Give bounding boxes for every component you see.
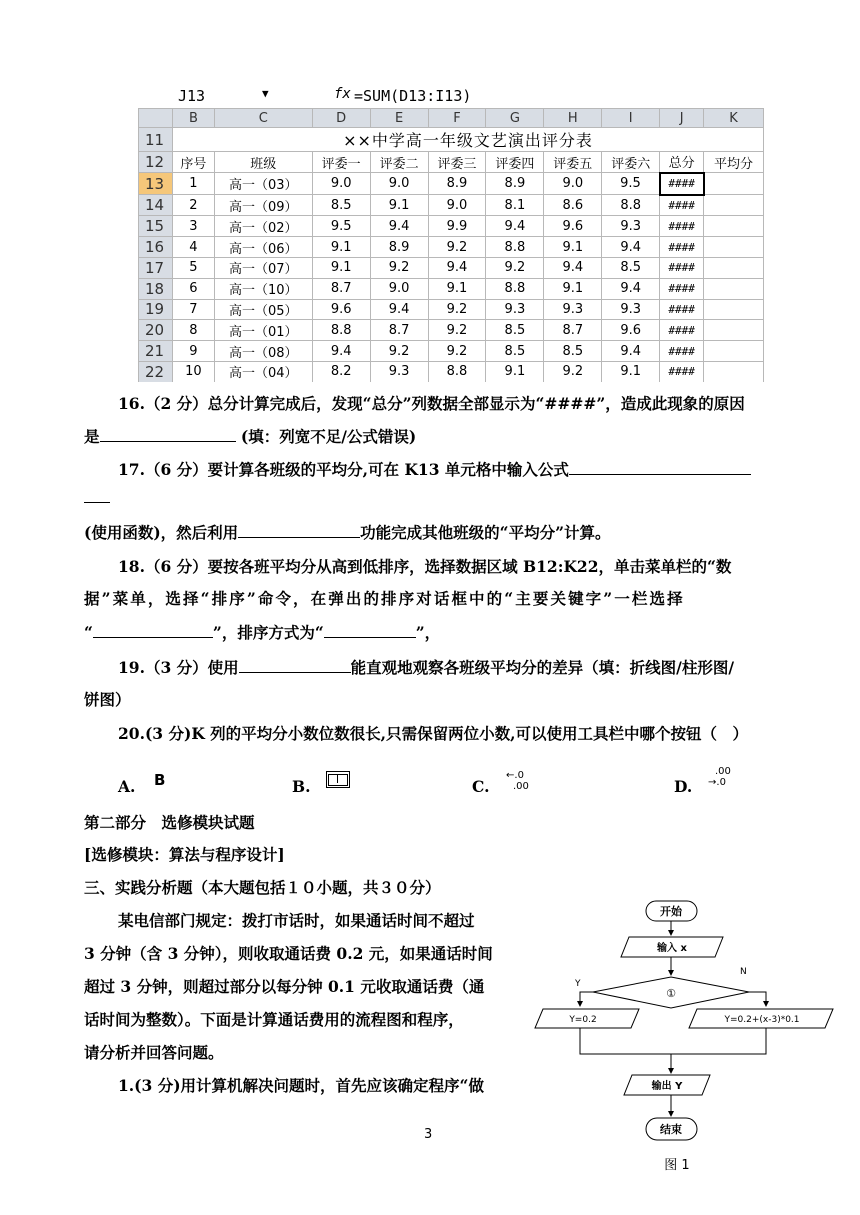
intro-line-1: 某电信部门规定：拨打市话时，如果通话时间不超过 bbox=[118, 911, 475, 930]
data-cell[interactable]: 8.1 bbox=[486, 195, 544, 216]
q18-line3 bbox=[84, 621, 440, 644]
data-cell[interactable]: 4 bbox=[172, 237, 214, 258]
table-row bbox=[139, 237, 764, 258]
row-header[interactable]: 15 bbox=[139, 216, 173, 237]
data-cell[interactable]: 高一（07） bbox=[214, 257, 312, 278]
column-header-e[interactable]: E bbox=[370, 109, 428, 128]
table-row bbox=[139, 299, 764, 320]
data-cell[interactable]: 8.6 bbox=[544, 195, 602, 216]
option-a-label: A. bbox=[118, 777, 136, 796]
row-header[interactable]: 20 bbox=[139, 320, 173, 341]
data-cell[interactable]: 9.4 bbox=[428, 257, 486, 278]
process-right-label: Y=0.2+(x-3)*0.1 bbox=[724, 1015, 800, 1025]
q17-line2 bbox=[84, 521, 611, 544]
column-header-k[interactable]: K bbox=[704, 109, 764, 128]
data-cell[interactable] bbox=[704, 173, 764, 195]
decision-node bbox=[593, 977, 749, 1008]
table-row bbox=[139, 257, 764, 278]
formula-text[interactable]: =SUM(D13:I13) bbox=[354, 87, 472, 105]
q17-function-blank[interactable] bbox=[238, 521, 360, 538]
q16-line2 bbox=[84, 425, 416, 448]
data-cell[interactable]: 9.3 bbox=[486, 299, 544, 320]
data-cell[interactable]: 7 bbox=[172, 299, 214, 320]
header-cell[interactable]: 评委二 bbox=[370, 152, 428, 173]
header-cell[interactable]: 班级 bbox=[214, 152, 312, 173]
data-cell[interactable]: 1 bbox=[172, 173, 214, 195]
increase-decimal-icon[interactable]: ←.0 .00 bbox=[506, 770, 529, 792]
data-cell[interactable]: 9.6 bbox=[602, 320, 660, 341]
data-cell[interactable]: 9.3 bbox=[602, 299, 660, 320]
name-box[interactable]: J13 bbox=[178, 87, 206, 105]
option-d-label: D. bbox=[674, 777, 693, 796]
data-cell[interactable] bbox=[704, 278, 764, 299]
data-cell[interactable]: 9 bbox=[172, 341, 214, 362]
total-cell[interactable]: #### bbox=[660, 278, 704, 299]
data-cell[interactable]: 9.5 bbox=[312, 216, 370, 237]
data-cell[interactable]: 9.2 bbox=[370, 341, 428, 362]
column-header-f[interactable]: F bbox=[428, 109, 486, 128]
data-cell[interactable]: 8.7 bbox=[370, 320, 428, 341]
data-cell[interactable]: 8.2 bbox=[312, 361, 370, 382]
column-header-row bbox=[139, 109, 764, 128]
decrease-decimal-icon[interactable]: .00 →.0 bbox=[708, 766, 731, 788]
q18-middle-text: ”，排序方式为“ bbox=[212, 623, 324, 642]
data-cell[interactable]: 9.2 bbox=[428, 341, 486, 362]
data-cell[interactable] bbox=[704, 361, 764, 382]
q18-keyword-blank[interactable] bbox=[93, 621, 213, 638]
intro-line-5: 请分析并回答问题。 bbox=[84, 1043, 224, 1062]
process-left-label: Y=0.2 bbox=[569, 1015, 597, 1025]
data-cell[interactable] bbox=[704, 299, 764, 320]
data-cell[interactable]: 2 bbox=[172, 195, 214, 216]
data-cell[interactable]: 3 bbox=[172, 216, 214, 237]
data-cell[interactable]: 9.1 bbox=[370, 195, 428, 216]
data-cell[interactable]: 9.0 bbox=[312, 173, 370, 195]
option-b-label: B. bbox=[292, 777, 311, 796]
data-cell[interactable]: 9.1 bbox=[602, 361, 660, 382]
data-cell[interactable]: 9.2 bbox=[428, 237, 486, 258]
table-row bbox=[139, 173, 764, 195]
data-cell[interactable]: 8.7 bbox=[544, 320, 602, 341]
part2-heading: 第二部分 选修模块试题 bbox=[84, 813, 255, 832]
output-label: 输出 Y bbox=[651, 1081, 683, 1092]
data-cell[interactable]: 9.4 bbox=[602, 278, 660, 299]
q16-hint: (填：列宽不足/公式错误) bbox=[235, 427, 417, 446]
total-cell[interactable]: #### bbox=[660, 216, 704, 237]
data-cell[interactable]: 9.5 bbox=[602, 173, 660, 195]
q16-answer-blank[interactable] bbox=[100, 425, 236, 442]
data-cell[interactable]: 9.1 bbox=[544, 237, 602, 258]
q19-prefix: 19.（3 分）使用 bbox=[118, 658, 239, 677]
q18-line1: 18.（6 分）要按各班平均分从高到低排序，选择数据区域 B12:K22，单击菜单栏的“数 bbox=[118, 557, 732, 576]
data-cell[interactable]: 高一（05） bbox=[214, 299, 312, 320]
arrow-no-branch bbox=[749, 992, 766, 1006]
data-cell[interactable]: 8.8 bbox=[312, 320, 370, 341]
q17-blank-continued bbox=[84, 502, 110, 503]
data-cell[interactable]: 9.0 bbox=[428, 195, 486, 216]
page-number: 3 bbox=[424, 1127, 433, 1142]
table-row bbox=[139, 361, 764, 382]
data-cell[interactable]: 9.2 bbox=[428, 299, 486, 320]
data-cell[interactable]: 高一（04） bbox=[214, 361, 312, 382]
data-cell[interactable]: 高一（08） bbox=[214, 341, 312, 362]
data-cell[interactable]: 8.5 bbox=[602, 257, 660, 278]
q17-prefix: (使用函数)，然后利用 bbox=[84, 523, 239, 542]
data-cell[interactable]: 9.4 bbox=[602, 237, 660, 258]
decision-label: ① bbox=[666, 987, 676, 1000]
data-cell[interactable]: 9.6 bbox=[312, 299, 370, 320]
data-cell[interactable]: 9.0 bbox=[370, 278, 428, 299]
q17-suffix: 功能完成其他班级的“平均分”计算。 bbox=[360, 523, 611, 542]
table-row bbox=[139, 341, 764, 362]
data-cell[interactable]: 高一（10） bbox=[214, 278, 312, 299]
data-cell[interactable]: 8.8 bbox=[428, 361, 486, 382]
table-row bbox=[139, 216, 764, 237]
data-cell[interactable]: 9.1 bbox=[544, 278, 602, 299]
data-cell[interactable]: 高一（01） bbox=[214, 320, 312, 341]
total-cell[interactable]: #### bbox=[660, 237, 704, 258]
q19-line1 bbox=[118, 656, 734, 679]
header-cell[interactable]: 平均分 bbox=[704, 152, 764, 173]
decrease-decimal-bottom: .0 bbox=[716, 777, 726, 788]
chevron-down-icon[interactable]: ▼ bbox=[262, 87, 269, 100]
data-cell[interactable]: 9.1 bbox=[312, 237, 370, 258]
spreadsheet-screenshot bbox=[138, 86, 764, 382]
data-cell[interactable]: 9.2 bbox=[428, 320, 486, 341]
data-cell[interactable]: 5 bbox=[172, 257, 214, 278]
input-node bbox=[621, 937, 723, 957]
corner-cell[interactable] bbox=[139, 109, 173, 128]
q19-suffix: 能直观地观察各班级平均分的差异（填：折线图/柱形图/ bbox=[350, 658, 734, 677]
q17-formula-blank[interactable] bbox=[569, 458, 751, 475]
data-cell[interactable]: 9.3 bbox=[544, 299, 602, 320]
column-header-i[interactable]: I bbox=[602, 109, 660, 128]
data-cell[interactable]: 高一（06） bbox=[214, 237, 312, 258]
no-label: N bbox=[740, 967, 747, 977]
process-right bbox=[689, 1009, 833, 1028]
data-cell[interactable]: 9.4 bbox=[370, 299, 428, 320]
data-cell[interactable]: 8.5 bbox=[486, 341, 544, 362]
q18-line2: 据”菜单，选择“排序”命令，在弹出的排序对话框中的“主要关键字”一栏选择 bbox=[84, 589, 685, 608]
row-header[interactable]: 21 bbox=[139, 341, 173, 362]
table-row bbox=[139, 152, 764, 173]
data-cell[interactable]: 8.5 bbox=[312, 195, 370, 216]
intro-line-2: 3 分钟（含 3 分钟），则收取通话费 0.2 元，如果通话时间 bbox=[84, 944, 493, 963]
data-cell[interactable]: 8 bbox=[172, 320, 214, 341]
process-left bbox=[535, 1009, 639, 1028]
total-cell[interactable]: #### bbox=[660, 173, 704, 195]
q16-prefix: 是 bbox=[84, 427, 100, 446]
q16-line1: 16.（2 分）总分计算完成后，发现“总分”列数据全部显示为“####”，造成此现象的原因 bbox=[118, 394, 745, 413]
merge-center-icon[interactable] bbox=[326, 771, 350, 788]
data-cell[interactable] bbox=[704, 195, 764, 216]
formula-bar bbox=[138, 86, 764, 109]
data-cell[interactable] bbox=[704, 216, 764, 237]
q19-line2: 饼图） bbox=[84, 690, 131, 709]
data-cell[interactable]: 10 bbox=[172, 361, 214, 382]
column-header-j[interactable]: J bbox=[660, 109, 704, 128]
header-cell[interactable]: 序号 bbox=[172, 152, 214, 173]
sheet-title-cell[interactable]: ××中学高一年级文艺演出评分表 bbox=[172, 128, 763, 152]
q18-order-blank[interactable] bbox=[324, 621, 416, 638]
q18-quote-open: “ bbox=[84, 623, 93, 642]
cell-grid bbox=[138, 108, 764, 382]
row-header[interactable]: 12 bbox=[139, 152, 173, 173]
data-cell[interactable] bbox=[704, 257, 764, 278]
q19-chart-blank[interactable] bbox=[239, 656, 351, 673]
header-cell[interactable]: 评委五 bbox=[544, 152, 602, 173]
table-row bbox=[139, 128, 764, 152]
data-cell[interactable]: 8.7 bbox=[312, 278, 370, 299]
data-cell[interactable]: 9.4 bbox=[602, 341, 660, 362]
data-cell[interactable]: 9.3 bbox=[602, 216, 660, 237]
data-cell[interactable]: 9.4 bbox=[370, 216, 428, 237]
data-cell[interactable]: 8.8 bbox=[602, 195, 660, 216]
merge-right bbox=[671, 1028, 766, 1054]
option-c-label: C. bbox=[472, 777, 490, 796]
flowchart bbox=[525, 890, 840, 1180]
data-cell[interactable]: 8.8 bbox=[486, 237, 544, 258]
data-cell[interactable]: 9.1 bbox=[428, 278, 486, 299]
column-header-d[interactable]: D bbox=[312, 109, 370, 128]
data-cell[interactable]: 8.9 bbox=[486, 173, 544, 195]
fx-icon[interactable]: fx bbox=[334, 86, 351, 102]
increase-decimal-top: .0 bbox=[514, 770, 524, 781]
data-cell[interactable]: 9.0 bbox=[370, 173, 428, 195]
total-cell[interactable]: #### bbox=[660, 341, 704, 362]
row-header[interactable]: 14 bbox=[139, 195, 173, 216]
figure-caption: 图 1 bbox=[664, 1158, 690, 1173]
arrow-yes-branch bbox=[580, 992, 593, 1006]
data-cell[interactable]: 8.8 bbox=[486, 278, 544, 299]
data-cell[interactable]: 9.6 bbox=[544, 216, 602, 237]
data-cell[interactable]: 8.5 bbox=[544, 341, 602, 362]
data-cell[interactable]: 9.2 bbox=[486, 257, 544, 278]
header-cell[interactable]: 评委一 bbox=[312, 152, 370, 173]
data-cell[interactable]: 9.1 bbox=[486, 361, 544, 382]
table-row bbox=[139, 195, 764, 216]
data-cell[interactable]: 9.4 bbox=[486, 216, 544, 237]
bold-icon[interactable]: B bbox=[154, 771, 166, 789]
data-cell[interactable] bbox=[704, 320, 764, 341]
total-cell[interactable]: #### bbox=[660, 195, 704, 216]
column-header-h[interactable]: H bbox=[544, 109, 602, 128]
row-header[interactable]: 22 bbox=[139, 361, 173, 382]
q18-quote-close: ”， bbox=[415, 623, 441, 642]
end-label: 结束 bbox=[660, 1123, 682, 1136]
q17-text: 17.（6 分）要计算各班级的平均分,可在 K13 单元格中输入公式 bbox=[118, 460, 569, 479]
column-header-b[interactable]: B bbox=[172, 109, 214, 128]
row-header[interactable]: 11 bbox=[139, 128, 173, 152]
table-row bbox=[139, 320, 764, 341]
data-cell[interactable]: 9.1 bbox=[312, 257, 370, 278]
data-cell[interactable]: 高一（03） bbox=[214, 173, 312, 195]
start-label: 开始 bbox=[660, 905, 682, 918]
data-cell[interactable]: 9.3 bbox=[370, 361, 428, 382]
data-cell[interactable]: 9.2 bbox=[370, 257, 428, 278]
decrease-decimal-top: .00 bbox=[715, 766, 731, 777]
header-cell[interactable]: 总分 bbox=[660, 152, 704, 173]
row-header[interactable]: 19 bbox=[139, 299, 173, 320]
total-cell[interactable]: #### bbox=[660, 257, 704, 278]
row-header[interactable]: 16 bbox=[139, 237, 173, 258]
data-cell[interactable]: 9.0 bbox=[544, 173, 602, 195]
q20-text: 20.(3 分)K 列的平均分小数位数很长,只需保留两位小数,可以使用工具栏中哪个按钮（ ） bbox=[118, 724, 748, 743]
module-heading: [选修模块：算法与程序设计] bbox=[84, 845, 285, 864]
data-cell[interactable]: 9.4 bbox=[544, 257, 602, 278]
total-cell[interactable]: #### bbox=[660, 320, 704, 341]
output-node bbox=[624, 1075, 710, 1095]
column-header-g[interactable]: G bbox=[486, 109, 544, 128]
data-cell[interactable]: 9.4 bbox=[312, 341, 370, 362]
data-cell[interactable]: 8.9 bbox=[428, 173, 486, 195]
total-cell[interactable]: #### bbox=[660, 299, 704, 320]
input-label: 输入 x bbox=[657, 943, 687, 954]
data-cell[interactable]: 9.2 bbox=[544, 361, 602, 382]
start-node bbox=[646, 901, 697, 921]
q17-line1 bbox=[118, 458, 751, 481]
data-cell[interactable] bbox=[704, 341, 764, 362]
row-header[interactable]: 18 bbox=[139, 278, 173, 299]
intro-line-4: 话时间为整数）。下面是计算通话费用的流程图和程序， bbox=[84, 1010, 464, 1029]
data-cell[interactable] bbox=[704, 237, 764, 258]
increase-decimal-bottom: .00 bbox=[513, 781, 529, 792]
table-row bbox=[139, 278, 764, 299]
section3-heading: 三、实践分析题（本大题包括１０小题，共３０分） bbox=[84, 878, 441, 897]
intro-line-3: 超过 3 分钟，则超过部分以每分钟 0.1 元收取通话费（通 bbox=[84, 977, 485, 996]
end-node bbox=[646, 1118, 697, 1140]
data-cell[interactable]: 6 bbox=[172, 278, 214, 299]
header-cell[interactable]: 评委六 bbox=[602, 152, 660, 173]
column-header-c[interactable]: C bbox=[214, 109, 312, 128]
data-cell[interactable]: 8.9 bbox=[370, 237, 428, 258]
data-cell[interactable]: 高一（02） bbox=[214, 216, 312, 237]
data-cell[interactable]: 高一（09） bbox=[214, 195, 312, 216]
header-cell[interactable]: 评委三 bbox=[428, 152, 486, 173]
total-cell[interactable]: #### bbox=[660, 361, 704, 382]
data-cell[interactable]: 8.5 bbox=[486, 320, 544, 341]
merge-left bbox=[580, 1028, 671, 1054]
header-cell[interactable]: 评委四 bbox=[486, 152, 544, 173]
q1-text: 1.(3 分)用计算机解决问题时，首先应该确定程序“做 bbox=[118, 1076, 484, 1095]
row-header[interactable]: 13 bbox=[139, 173, 173, 195]
row-header[interactable]: 17 bbox=[139, 257, 173, 278]
yes-label: Y bbox=[575, 979, 581, 989]
data-cell[interactable]: 9.9 bbox=[428, 216, 486, 237]
